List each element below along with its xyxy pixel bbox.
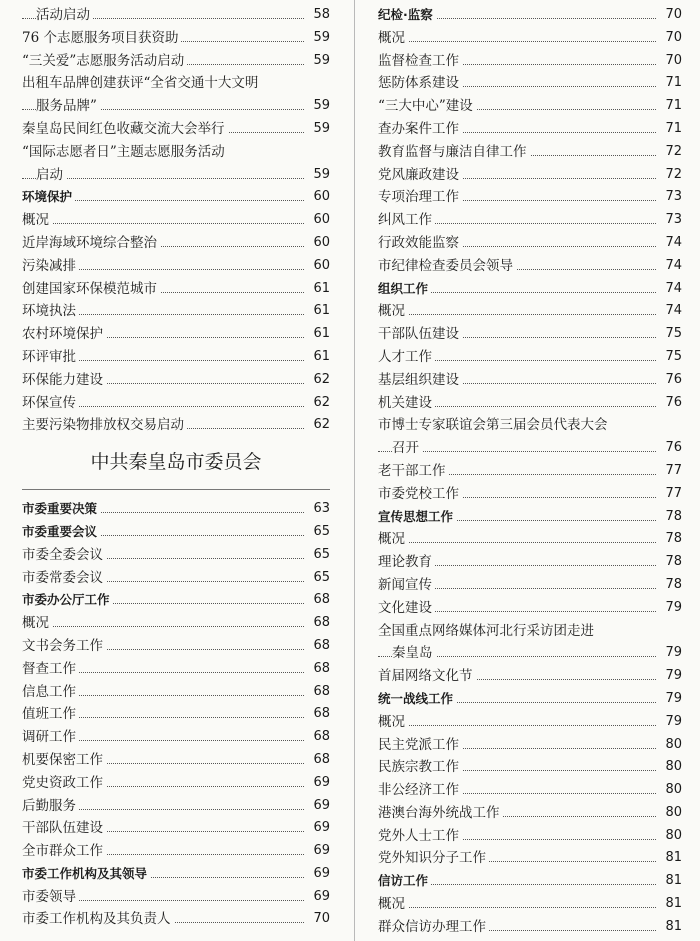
toc-entry[interactable] xyxy=(378,756,682,779)
toc-entry[interactable] xyxy=(22,72,330,95)
toc-page-number: 76 xyxy=(665,440,682,456)
toc-entry[interactable] xyxy=(22,4,330,27)
toc-page-number: 80 xyxy=(665,736,682,752)
toc-entry-label: 市委党校工作 xyxy=(378,483,462,506)
toc-entry[interactable] xyxy=(378,118,682,141)
toc-page-number: 60 xyxy=(313,257,330,273)
toc-entry-label: 服务品牌” xyxy=(36,95,100,118)
toc-entry[interactable] xyxy=(22,209,330,232)
toc-page-number: 68 xyxy=(313,683,330,699)
toc-entry[interactable] xyxy=(378,665,682,688)
toc-entry-label: 机要保密工作 xyxy=(22,749,106,772)
toc-entry-label: 全市群众工作 xyxy=(22,840,106,863)
toc-section-entry[interactable] xyxy=(378,870,682,893)
toc-entry[interactable] xyxy=(378,141,682,164)
toc-page-number: 65 xyxy=(313,523,330,539)
toc-entry[interactable] xyxy=(378,916,682,939)
toc-page-number: 80 xyxy=(665,804,682,820)
toc-page-number: 80 xyxy=(665,782,682,798)
toc-page-number: 78 xyxy=(665,554,682,570)
toc-entry[interactable] xyxy=(22,278,330,301)
toc-page-number: 72 xyxy=(665,143,682,159)
toc-entry-label: “三关爱”志愿服务活动启动 xyxy=(22,50,187,73)
toc-page-number: 61 xyxy=(313,348,330,364)
toc-section-entry[interactable] xyxy=(22,589,330,612)
toc-entry-label: “三大中心”建设 xyxy=(378,95,476,118)
toc-entry[interactable] xyxy=(378,551,682,574)
toc-entry-label: 市委办公厅工作 xyxy=(22,589,113,612)
right-entries xyxy=(378,4,682,939)
toc-page-number: 68 xyxy=(313,637,330,653)
toc-section-entry[interactable] xyxy=(378,4,682,27)
toc-entry-label: 新闻宣传 xyxy=(378,574,435,597)
toc-page-number: 65 xyxy=(313,569,330,585)
left-column xyxy=(22,4,330,931)
toc-page-number: 74 xyxy=(665,280,682,296)
toc-entry[interactable] xyxy=(22,726,330,749)
toc-entry-label: 活动启动 xyxy=(36,4,93,27)
toc-entry[interactable] xyxy=(378,255,682,278)
toc-entry[interactable] xyxy=(22,544,330,567)
toc-page-number: 68 xyxy=(313,729,330,745)
toc-entry[interactable] xyxy=(378,72,682,95)
toc-entry[interactable] xyxy=(378,642,682,665)
toc-page-number: 62 xyxy=(313,417,330,433)
toc-entry[interactable] xyxy=(378,414,682,437)
toc-entry[interactable] xyxy=(378,164,682,187)
toc-entry[interactable] xyxy=(22,27,330,50)
toc-entry-label: 市委重要会议 xyxy=(22,521,100,544)
toc-entry-label: 概况 xyxy=(378,528,408,551)
toc-page-number: 72 xyxy=(665,166,682,182)
toc-entry[interactable] xyxy=(22,795,330,818)
toc-entry-label: 主要污染物排放权交易启动 xyxy=(22,414,187,437)
toc-entry-label: 环评审批 xyxy=(22,346,79,369)
toc-entry-label: 近岸海域环境综合整治 xyxy=(22,232,160,255)
toc-entry-label: 污染减排 xyxy=(22,255,79,278)
toc-page-number: 62 xyxy=(313,394,330,410)
toc-entry-label: 市博士专家联谊会第三届会员代表大会 xyxy=(378,414,611,437)
toc-entry[interactable] xyxy=(378,209,682,232)
toc-entry-label: 专项治理工作 xyxy=(378,186,462,209)
toc-entry-label: 纠风工作 xyxy=(378,209,435,232)
toc-entry[interactable] xyxy=(22,681,330,704)
toc-page-number: 69 xyxy=(313,774,330,790)
toc-entry-label: 信息工作 xyxy=(22,681,79,704)
toc-entry[interactable] xyxy=(378,346,682,369)
toc-entry-label: 创建国家环保模范城市 xyxy=(22,278,160,301)
toc-entry[interactable] xyxy=(22,635,330,658)
toc-entry-label: 农村环境保护 xyxy=(22,323,106,346)
toc-page-number: 61 xyxy=(313,303,330,319)
toc-entry-label: 概况 xyxy=(378,893,408,916)
toc-entry-label: 环境执法 xyxy=(22,300,79,323)
toc-page-number: 70 xyxy=(665,52,682,68)
toc-entry[interactable] xyxy=(22,232,330,255)
toc-entry-label: 市委领导 xyxy=(22,886,79,909)
toc-page-number: 59 xyxy=(313,52,330,68)
toc-page-number: 62 xyxy=(313,371,330,387)
toc-page-number: 80 xyxy=(665,827,682,843)
right-column xyxy=(378,4,682,939)
toc-entry-label: 干部队伍建设 xyxy=(22,817,106,840)
toc-entry[interactable] xyxy=(22,772,330,795)
toc-page-number: 60 xyxy=(313,189,330,205)
toc-entry-label: 出租车品牌创建获评“全省交通十大文明 xyxy=(22,72,261,95)
toc-page-number: 68 xyxy=(313,660,330,676)
toc-entry-label: 理论教育 xyxy=(378,551,435,574)
toc-section-entry[interactable] xyxy=(378,278,682,301)
dot-leader xyxy=(22,223,304,224)
toc-page-number: 74 xyxy=(665,234,682,250)
toc-entry-label: “国际志愿者日”主题志愿服务活动 xyxy=(22,141,228,164)
toc-entry[interactable] xyxy=(378,802,682,825)
toc-entry-label: 文化建设 xyxy=(378,597,435,620)
toc-page-number: 71 xyxy=(665,75,682,91)
toc-entry-label: 惩防体系建设 xyxy=(378,72,462,95)
toc-entry[interactable] xyxy=(378,95,682,118)
toc-entry[interactable] xyxy=(378,50,682,73)
toc-entry-label: 市委重要决策 xyxy=(22,498,100,521)
toc-page-number: 74 xyxy=(665,257,682,273)
toc-entry[interactable] xyxy=(378,300,682,323)
toc-entry[interactable] xyxy=(378,460,682,483)
toc-page-number: 79 xyxy=(665,645,682,661)
toc-entry-label: 市委常委会议 xyxy=(22,567,106,590)
toc-page-number: 71 xyxy=(665,120,682,136)
toc-section-entry[interactable] xyxy=(22,521,330,544)
toc-entry-label: 老干部工作 xyxy=(378,460,449,483)
dot-leader xyxy=(378,542,656,543)
toc-entry-label: 概况 xyxy=(378,711,408,734)
toc-page-number: 77 xyxy=(665,462,682,478)
toc-entry-label: 市纪律检查委员会领导 xyxy=(378,255,516,278)
toc-entry-label: 调研工作 xyxy=(22,726,79,749)
toc-entry[interactable] xyxy=(378,392,682,415)
toc-entry[interactable] xyxy=(378,186,682,209)
toc-entry-label: 人才工作 xyxy=(378,346,435,369)
toc-entry[interactable] xyxy=(378,369,682,392)
column-divider xyxy=(354,0,355,941)
toc-page-number: 68 xyxy=(313,706,330,722)
toc-page-number: 60 xyxy=(313,234,330,250)
toc-entry[interactable] xyxy=(22,749,330,772)
toc-page-number: 61 xyxy=(313,326,330,342)
toc-page-number: 58 xyxy=(313,7,330,22)
toc-page-number: 78 xyxy=(665,531,682,547)
toc-entry-label: 概况 xyxy=(378,27,408,50)
toc-entry-label: 群众信访办理工作 xyxy=(378,916,489,939)
toc-page-number: 69 xyxy=(313,820,330,836)
toc-entry-label: 民族宗教工作 xyxy=(378,756,462,779)
toc-entry-label: 纪检·监察 xyxy=(378,4,436,27)
toc-page-number: 77 xyxy=(665,485,682,501)
toc-entry[interactable] xyxy=(22,164,330,187)
toc-page-number: 63 xyxy=(313,501,330,517)
toc-entry[interactable] xyxy=(378,711,682,734)
toc-entry[interactable] xyxy=(378,437,682,460)
toc-entry-label: 环保能力建设 xyxy=(22,369,106,392)
toc-page-number: 79 xyxy=(665,713,682,729)
toc-entry-label: 信访工作 xyxy=(378,870,431,893)
toc-entry-label: 秦皇岛民间红色收藏交流大会举行 xyxy=(22,118,228,141)
toc-entry[interactable] xyxy=(378,893,682,916)
toc-entry-label: 党外知识分子工作 xyxy=(378,847,489,870)
toc-entry-label: 全国重点网络媒体河北行采访团走进 xyxy=(378,620,597,643)
toc-page-number: 65 xyxy=(313,546,330,562)
toc-entry-label: 党风廉政建设 xyxy=(378,164,462,187)
toc-entry[interactable] xyxy=(22,567,330,590)
toc-entry-label: 统一战线工作 xyxy=(378,688,456,711)
toc-page-number: 81 xyxy=(665,850,682,866)
toc-entry[interactable] xyxy=(22,817,330,840)
toc-entry-label: 基层组织建设 xyxy=(378,369,462,392)
toc-page-number: 74 xyxy=(665,303,682,319)
toc-entry-label: 干部队伍建设 xyxy=(378,323,462,346)
toc-entry[interactable] xyxy=(22,908,330,931)
dot-leader xyxy=(378,907,656,908)
toc-entry[interactable] xyxy=(378,323,682,346)
toc-entry[interactable] xyxy=(378,825,682,848)
toc-entry[interactable] xyxy=(378,620,682,643)
toc-entry-label: 市委全委会议 xyxy=(22,544,106,567)
toc-entry-label: 秦皇岛 xyxy=(392,642,436,665)
toc-entry[interactable] xyxy=(378,847,682,870)
toc-page-number: 59 xyxy=(313,29,330,45)
toc-entry-label: 党外人士工作 xyxy=(378,825,462,848)
toc-entry-label: 环保宣传 xyxy=(22,392,79,415)
toc-entry[interactable] xyxy=(22,658,330,681)
toc-entry[interactable] xyxy=(22,118,330,141)
toc-entry-label: 启动 xyxy=(36,164,66,187)
toc-page-number: 81 xyxy=(665,896,682,912)
toc-entry[interactable] xyxy=(378,232,682,255)
toc-entry[interactable] xyxy=(378,483,682,506)
toc-entry[interactable] xyxy=(378,528,682,551)
toc-entry-label: 概况 xyxy=(22,612,52,635)
toc-page-number: 70 xyxy=(313,911,330,927)
toc-page-number: 71 xyxy=(665,98,682,114)
toc-entry-label: 后勤服务 xyxy=(22,795,79,818)
toc-entry-label: 概况 xyxy=(22,209,52,232)
toc-page-number: 68 xyxy=(313,751,330,767)
toc-entry[interactable] xyxy=(378,734,682,757)
toc-entry[interactable] xyxy=(378,597,682,620)
toc-section-entry[interactable] xyxy=(22,186,330,209)
toc-page-number: 70 xyxy=(665,7,682,22)
toc-entry[interactable] xyxy=(22,840,330,863)
toc-page-number: 75 xyxy=(665,326,682,342)
section-heading: 中共秦皇岛市委员会 xyxy=(90,451,262,474)
toc-entry[interactable] xyxy=(22,323,330,346)
toc-entry[interactable] xyxy=(22,612,330,635)
toc-entry[interactable] xyxy=(378,574,682,597)
toc-entry[interactable] xyxy=(22,141,330,164)
dot-leader xyxy=(378,314,656,315)
toc-entry-label: 召开 xyxy=(392,437,422,460)
toc-page-number: 78 xyxy=(665,576,682,592)
toc-section-entry[interactable] xyxy=(378,688,682,711)
toc-entry[interactable] xyxy=(22,255,330,278)
toc-section-entry[interactable] xyxy=(22,863,330,886)
toc-entry[interactable] xyxy=(22,95,330,118)
left-entries-top xyxy=(22,4,330,437)
toc-entry[interactable] xyxy=(378,779,682,802)
toc-page-number: 75 xyxy=(665,348,682,364)
toc-entry-label: 非公经济工作 xyxy=(378,779,462,802)
toc-entry-label: 76 个志愿服务项目获资助 xyxy=(22,27,181,50)
toc-page-number: 59 xyxy=(313,120,330,136)
toc-entry[interactable] xyxy=(22,703,330,726)
toc-page-number: 69 xyxy=(313,843,330,859)
toc-page-number: 59 xyxy=(313,166,330,182)
toc-entry[interactable] xyxy=(22,50,330,73)
toc-entry[interactable] xyxy=(378,27,682,50)
toc-entry-label: 民主党派工作 xyxy=(378,734,462,757)
toc-entry-label: 教育监督与廉洁自律工作 xyxy=(378,141,530,164)
toc-entry-label: 市委工作机构及其领导 xyxy=(22,863,150,886)
toc-page-number: 73 xyxy=(665,212,682,228)
toc-entry[interactable] xyxy=(22,414,330,437)
dot-leader xyxy=(378,725,656,726)
toc-entry-label: 市委工作机构及其负责人 xyxy=(22,908,174,931)
toc-entry[interactable] xyxy=(22,886,330,909)
toc-page-number: 79 xyxy=(665,599,682,615)
toc-page-number: 61 xyxy=(313,280,330,296)
toc-page-number: 68 xyxy=(313,615,330,631)
toc-entry-label: 港澳台海外统战工作 xyxy=(378,802,503,825)
toc-entry[interactable] xyxy=(22,369,330,392)
toc-page-number: 69 xyxy=(313,888,330,904)
toc-page-number: 68 xyxy=(313,592,330,608)
toc-page-number: 76 xyxy=(665,371,682,387)
toc-entry-label: 查办案件工作 xyxy=(378,118,462,141)
toc-entry-label: 督查工作 xyxy=(22,658,79,681)
toc-page-number: 73 xyxy=(665,189,682,205)
dot-leader xyxy=(378,41,656,42)
toc-page-number: 59 xyxy=(313,98,330,114)
toc-page-number: 69 xyxy=(313,865,330,881)
left-entries-bottom xyxy=(22,498,330,931)
toc-entry-label: 环境保护 xyxy=(22,186,75,209)
toc-page-number: 78 xyxy=(665,508,682,524)
section-divider-line xyxy=(22,489,330,490)
toc-entry-label: 概况 xyxy=(378,300,408,323)
toc-entry-label: 机关建设 xyxy=(378,392,435,415)
toc-entry-label: 党史资政工作 xyxy=(22,772,106,795)
toc-page-number: 79 xyxy=(665,690,682,706)
toc-section-entry[interactable] xyxy=(22,498,330,521)
toc-entry-label: 行政效能监察 xyxy=(378,232,462,255)
toc-entry-label: 宣传思想工作 xyxy=(378,506,456,529)
toc-entry-label: 值班工作 xyxy=(22,703,79,726)
toc-entry-label: 首届网络文化节 xyxy=(378,665,476,688)
toc-entry[interactable] xyxy=(22,300,330,323)
toc-entry[interactable] xyxy=(22,392,330,415)
dot-leader xyxy=(22,626,304,627)
toc-entry-label: 组织工作 xyxy=(378,278,431,301)
toc-page-number: 80 xyxy=(665,759,682,775)
toc-page-number: 69 xyxy=(313,797,330,813)
toc-section-entry[interactable] xyxy=(378,506,682,529)
toc-entry[interactable] xyxy=(22,346,330,369)
toc-page-number: 76 xyxy=(665,394,682,410)
toc-page-number: 81 xyxy=(665,873,682,889)
toc-page-number: 60 xyxy=(313,212,330,228)
toc-page-number: 79 xyxy=(665,668,682,684)
toc-entry-label: 文书会务工作 xyxy=(22,635,106,658)
toc-page-number: 81 xyxy=(665,918,682,934)
toc-page-number: 70 xyxy=(665,29,682,45)
toc-entry-label: 监督检查工作 xyxy=(378,50,462,73)
